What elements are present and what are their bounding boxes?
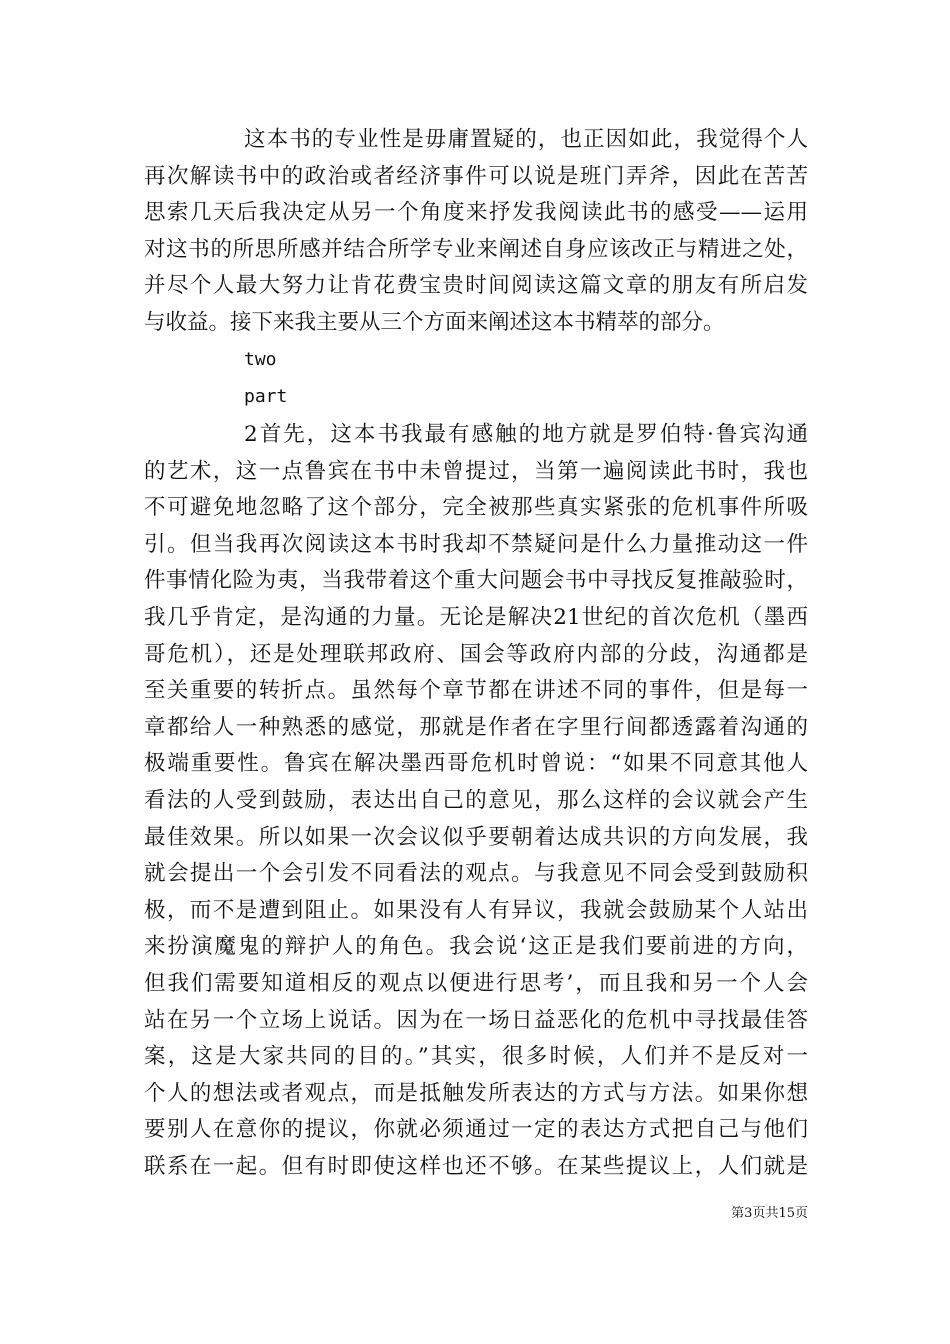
text-line: 极端重要性。鲁宾在解决墨西哥危机时曾说：“如果不同意其他人 [144,751,808,777]
page-number-footer: 第3页共15页 [731,1206,808,1221]
text-line: 我几乎肯定，是沟通的力量。无论是解决21世纪的首次危机（墨西 [144,605,808,630]
text-line: 就会提出一个会引发不同看法的观点。与我意见不同会受到鼓励积 [144,861,808,887]
heading-word-part: part [244,386,288,407]
text-line: 思索几天后我决定从另一个角度来抒发我阅读此书的感受——运用 [144,200,808,226]
text-line: 但我们需要知道相反的观点以便进行思考’，而且我和另一个人会 [144,971,808,996]
text-line: 的艺术，这一点鲁宾在书中未曾提过，当第一遍阅读此书时，我也 [144,458,808,484]
text-line: 个人的想法或者观点，而是抵触发所表达的方式与方法。如果你想 [144,1080,808,1106]
text-line: 引。但当我再次阅读这本书时我却不禁疑问是什么力量推动这一件 [144,531,808,557]
text-line: 与收益。接下来我主要从三个方面来阐述这本书精萃的部分。 [144,310,725,335]
text-line: 最佳效果。所以如果一次会议似乎要朝着达成共识的方向发展，我 [144,824,808,850]
text-line: 再次解读书中的政治或者经济事件可以说是班门弄斧，因此在苦苦 [144,163,808,189]
text-line: 2首先，这本书我最有感触的地方就是罗伯特·鲁宾沟通 [244,422,808,447]
text-line: 看法的人受到鼓励，表达出自己的意见，那么这样的会议就会产生 [144,788,808,813]
text-line: 案，这是大家共同的目的。”其实，很多时候，人们并不是反对一 [144,1044,808,1070]
text-line: 来扮演魔鬼的辩护人的角色。我会说‘这正是我们要前进的方向， [144,934,808,960]
text-line: 至关重要的转折点。虽然每个章节都在讲述不同的事件，但是每一 [144,678,808,704]
text-line: 件事情化险为夷，当我带着这个重大问题会书中寻找反复推敲验时， [144,568,808,594]
text-line: 要别人在意你的提议，你就必须通过一定的表达方式把自己与他们 [144,1117,808,1143]
text-line: 并尽个人最大努力让肯花费宝贵时间阅读这篇文章的朋友有所启发 [144,273,808,299]
text-line: 对这书的所思所感并结合所学专业来阐述自身应该改正与精进之处， [144,236,808,262]
text-line: 章都给人一种熟悉的感觉，那就是作者在字里行间都透露着沟通的 [144,714,808,740]
text-line: 不可避免地忽略了这个部分，完全被那些真实紧张的危机事件所吸 [144,495,808,521]
text-line: 极，而不是遭到阻止。如果没有人有异议，我就会鼓励某个人站出 [144,897,808,923]
text-line: 站在另一个立场上说话。因为在一场日益恶化的危机中寻找最佳答 [144,1007,808,1033]
heading-word-two: two [244,349,277,370]
text-line: 联系在一起。但有时即使这样也还不够。在某些提议上，人们就是 [144,1154,808,1179]
text-line: 哥危机），还是处理联邦政府、国会等政府内部的分歧，沟通都是 [144,641,808,667]
text-line: 这本书的专业性是毋庸置疑的，也正因如此，我觉得个人 [244,127,808,152]
